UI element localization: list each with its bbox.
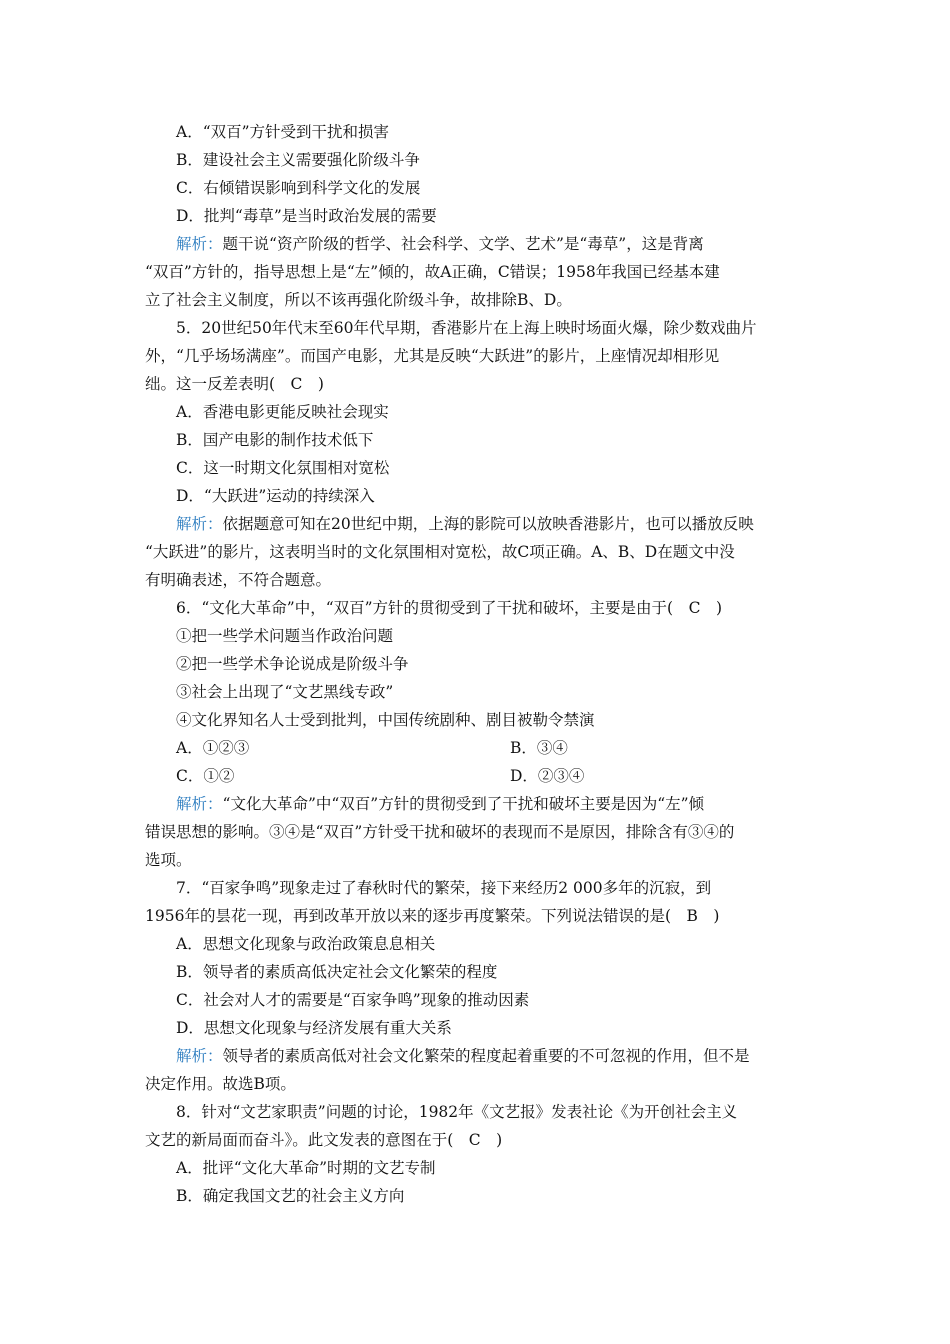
q4-analysis-line-2: “双百”方针的，指导思想上是“左”倾的，故A正确，C错误；1958年我国已经基本建 [145,263,720,281]
q4-analysis-text-1: 题干说“资产阶级的哲学、社会科学、文学、艺术”是“毒草”，这是背离 [222,235,704,253]
q5-stem-line-3: 绌。这一反差表明( C ) [145,375,324,393]
q6-analysis-text-1: “文化大革命”中“双百”方针的贯彻受到了干扰和破坏主要是因为“左”倾 [222,795,705,813]
q4-option-d: D．批判“毒草”是当时政治发展的需要 [176,207,437,225]
q6-analysis-line-1 [176,794,704,814]
q5-option-d: D．“大跃进”运动的持续深入 [176,487,375,505]
q7-option-c: C．社会对人才的需要是“百家争鸣”现象的推动因素 [176,991,530,1009]
q5-analysis-label: 解析： [176,515,223,533]
q7-option-b: B．领导者的素质高低决定社会文化繁荣的程度 [176,963,498,981]
q6-analysis-label: 解析： [176,795,223,813]
q7-stem-line-1: 7．“百家争鸣”现象走过了春秋时代的繁荣，接下来经历2 000多年的沉寂，到 [176,879,712,897]
q6-analysis-line-3: 选项。 [145,851,192,869]
q5-analysis-text-1: 依据题意可知在20世纪中期，上海的影院可以放映香港影片，也可以播放反映 [222,515,754,533]
q6-item-2: ②把一些学术争论说成是阶级斗争 [176,655,409,673]
q4-analysis-line-3: 立了社会主义制度，所以不该再强化阶级斗争，故排除B、D。 [145,291,572,309]
q8-option-a: A．批评“文化大革命”时期的文艺专制 [176,1159,436,1177]
q7-analysis-label: 解析： [176,1047,223,1065]
q4-option-a: A．“双百”方针受到干扰和损害 [176,123,390,141]
q5-analysis-line-1 [176,514,754,534]
q5-option-a: A．香港电影更能反映社会现实 [176,403,389,421]
q6-item-1: ①把一些学术问题当作政治问题 [176,627,394,645]
q4-option-b: B．建设社会主义需要强化阶级斗争 [176,151,420,169]
q5-analysis-line-3: 有明确表述，不符合题意。 [145,571,332,589]
q5-option-c: C．这一时期文化氛围相对宽松 [176,459,390,477]
q6-option-a: A．①②③ [176,739,250,757]
q7-stem-line-2: 1956年的昙花一现，再到改革开放以来的逐步再度繁荣。下列说法错误的是( B ) [145,907,720,925]
q4-analysis-line-1 [176,234,805,254]
q5-option-b: B．国产电影的制作技术低下 [176,431,374,449]
q7-analysis-line-2: 决定作用。故选B项。 [145,1075,296,1093]
q6-item-3: ③社会上出现了“文艺黑线专政” [176,683,394,701]
q8-option-b: B．确定我国文艺的社会主义方向 [176,1187,405,1205]
q7-analysis-line-1 [176,1046,750,1066]
q5-analysis-line-2: “大跃进”的影片，这表明当时的文化氛围相对宽松，故C项正确。A、B、D在题文中没 [145,543,735,561]
q7-option-d: D．思想文化现象与经济发展有重大关系 [176,1019,452,1037]
q7-option-a: A．思想文化现象与政治政策息息相关 [176,935,436,953]
q6-option-b: B．③④ [510,739,568,757]
q5-stem-line-1: 5．20世纪50年代末至60年代早期，香港影片在上海上映时场面火爆，除少数戏曲片 [176,319,757,337]
q4-option-c: C．右倾错误影响到科学文化的发展 [176,179,421,197]
q7-analysis-text-1: 领导者的素质高低对社会文化繁荣的程度起着重要的不可忽视的作用，但不是 [222,1047,750,1065]
q5-stem-line-2: 外，“几乎场场满座”。而国产电影，尤其是反映“大跃进”的影片，上座情况却相形见 [145,347,720,365]
q6-option-c: C．①② [176,767,235,785]
q6-stem: 6．“文化大革命”中，“双百”方针的贯彻受到了干扰和破坏，主要是由于( C ) [176,599,723,617]
q6-analysis-line-2: 错误思想的影响。③④是“双百”方针受干扰和破坏的表现而不是原因，排除含有③④的 [145,823,735,841]
q4-analysis-label: 解析： [176,235,223,253]
q6-item-4: ④文化界知名人士受到批判，中国传统剧种、剧目被勒令禁演 [176,711,595,729]
q8-stem-line-2: 文艺的新局面而奋斗》。此文发表的意图在于( C ) [145,1131,503,1149]
q6-option-d: D．②③④ [510,767,585,785]
q8-stem-line-1: 8．针对“文艺家职责”问题的讨论，1982年《文艺报》发表社论《为开创社会主义 [176,1103,738,1121]
